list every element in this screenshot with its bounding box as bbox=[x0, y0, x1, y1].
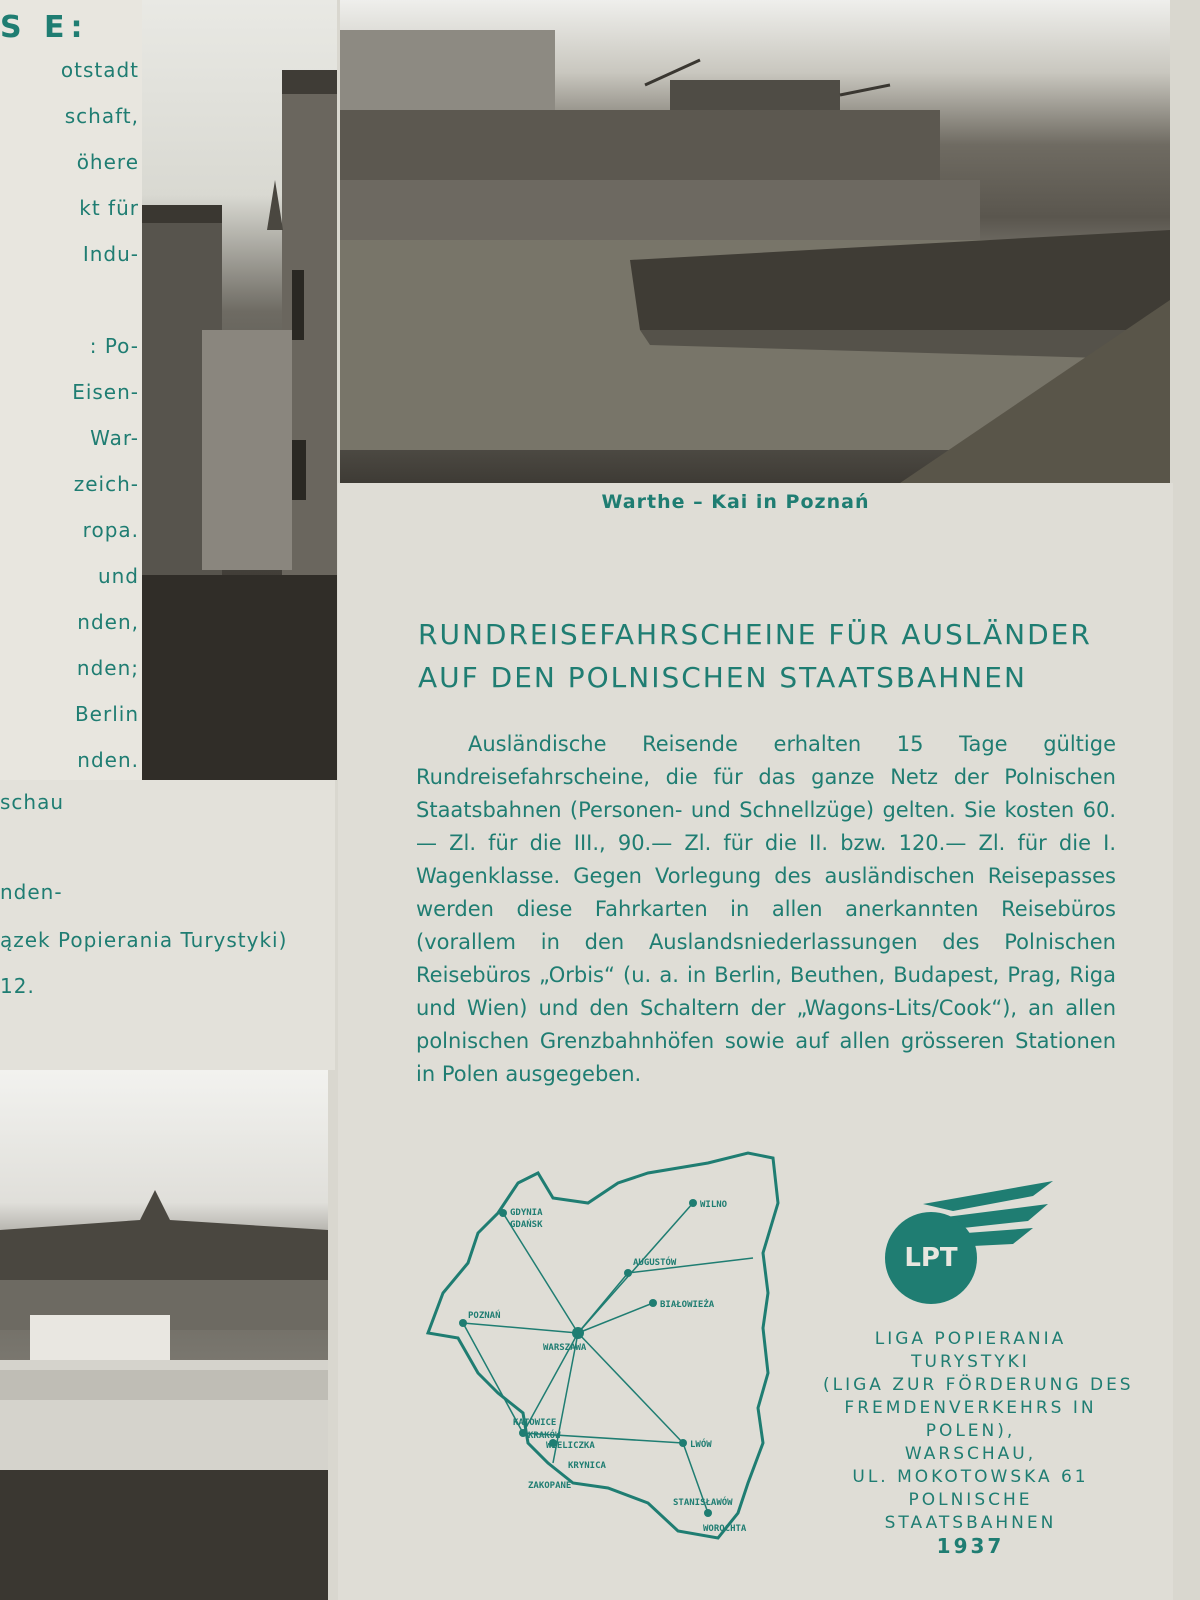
body-paragraph-text: Ausländische Reisende erhalten 15 Tage gültige Rundreisefahrscheine, die für das ganze Netz der Polnischen Staatsbahnen (Personen- und Schnellzüge) gelten. Sie kosten 60.— Zl. für die III., 90.— Zl. für die II. bzw. 120.— Zl. für die I. Wagenklasse. Gegen Vorlegung des ausländischen Reisepasses werden diese Fahrkarten in allen anerkannten Reisebüros (vorallem in den Auslandsniederlassungen des Polnischen Reisebüros „Orbis“ (u. a. in Berlin, Beuthen, Budapest, Prag, Riga und Wien) und den Schaltern der „Wagons-Lits/Cook“), an allen polnischen Grenzbahnhöfen sowie auf allen grösseren Stationen in Polen ausgegeben. bbox=[416, 732, 1116, 1086]
organization-block bbox=[823, 1328, 1134, 1558]
left-page-strip bbox=[0, 0, 145, 780]
rail-network-map bbox=[418, 1143, 808, 1563]
org-line: POLEN), bbox=[925, 1421, 1016, 1441]
map-city-label: WILNO bbox=[700, 1200, 728, 1210]
map-city-label: KRYNICA bbox=[568, 1461, 606, 1471]
org-line: LIGA POPIERANIA bbox=[874, 1329, 1067, 1349]
org-line: STAATSBAHNEN bbox=[884, 1513, 1057, 1533]
left-page-lower bbox=[0, 780, 335, 1070]
left-text-fragment: nden- bbox=[0, 880, 63, 904]
left-text-fragment: nden. bbox=[77, 748, 139, 772]
left-text-fragment: otstadt bbox=[60, 58, 139, 82]
left-text-fragment: nden, bbox=[77, 610, 139, 634]
org-line: UL. MOKOTOWSKA 61 bbox=[852, 1467, 1089, 1487]
org-line: (LIGA ZUR FÖRDERUNG DES bbox=[823, 1375, 1134, 1395]
map-city-label: LWÓW bbox=[690, 1440, 712, 1450]
lpt-logo bbox=[883, 1176, 1058, 1306]
map-city-label: POZNAŃ bbox=[468, 1311, 501, 1321]
left-text-fragment: Berlin bbox=[74, 702, 139, 726]
left-text-fragment: ropa. bbox=[82, 518, 139, 542]
org-line: TURYSTYKI bbox=[911, 1352, 1030, 1372]
left-text-fragment: schau bbox=[0, 790, 65, 814]
castle-photo bbox=[142, 0, 337, 780]
left-text-fragment: kt für bbox=[79, 196, 139, 220]
map-city-label: WOROCHTA bbox=[703, 1524, 747, 1534]
left-text-fragment: Eisen- bbox=[72, 380, 139, 404]
left-text-fragment: nden; bbox=[76, 656, 139, 680]
left-text-fragment: und bbox=[97, 564, 139, 588]
org-line: POLNISCHE bbox=[908, 1490, 1033, 1510]
ticket-info-panel bbox=[338, 483, 1173, 1600]
map-city-label: ZAKOPANE bbox=[528, 1481, 572, 1491]
left-page-heading: S E: bbox=[0, 10, 89, 45]
map-city-label: WARSZAWA bbox=[543, 1343, 587, 1353]
map-city-label: KRAKÓW bbox=[528, 1431, 561, 1441]
harbor-photo bbox=[340, 0, 1170, 483]
poland-outline bbox=[428, 1153, 778, 1538]
map-city-label: GDYNIA bbox=[510, 1208, 543, 1218]
section-title-line-1: RUNDREISEFAHRSCHEINE FÜR AUSLÄNDER bbox=[418, 618, 1092, 651]
map-city-label: AUGUSTÓW bbox=[633, 1258, 677, 1268]
publication-year: 1937 bbox=[936, 1534, 1005, 1558]
left-text-fragment: öhere bbox=[76, 150, 139, 174]
left-text-fragment: 12. bbox=[0, 974, 35, 998]
left-text-fragment: zeich- bbox=[73, 472, 139, 496]
left-text-fragment: ązek Popierania Turystyki) bbox=[0, 928, 288, 952]
body-paragraph bbox=[416, 728, 1116, 1091]
photo-caption: Warthe – Kai in Poznań bbox=[601, 491, 870, 513]
left-text-fragment: War- bbox=[90, 426, 139, 450]
map-city-label: BIAŁOWIEŻA bbox=[660, 1300, 715, 1310]
org-line: WARSCHAU, bbox=[904, 1444, 1037, 1464]
section-title bbox=[418, 613, 1118, 699]
map-city-label: STANISŁAWÓW bbox=[673, 1498, 733, 1508]
left-text-fragment: Indu- bbox=[82, 242, 139, 266]
left-text-fragment: schaft, bbox=[64, 104, 139, 128]
map-city-label: KATOWICE bbox=[513, 1418, 557, 1428]
map-city-label: WIELICZKA bbox=[546, 1441, 595, 1451]
section-title-line-2: AUF DEN POLNISCHEN STAATSBAHNEN bbox=[418, 661, 1027, 694]
logo-letters: LPT bbox=[904, 1243, 958, 1273]
org-line: FREMDENVERKEHRS IN bbox=[844, 1398, 1097, 1418]
left-text-fragment: : Po- bbox=[89, 334, 139, 358]
map-city-label: GDAŃSK bbox=[510, 1220, 543, 1230]
town-photo bbox=[0, 1070, 328, 1600]
